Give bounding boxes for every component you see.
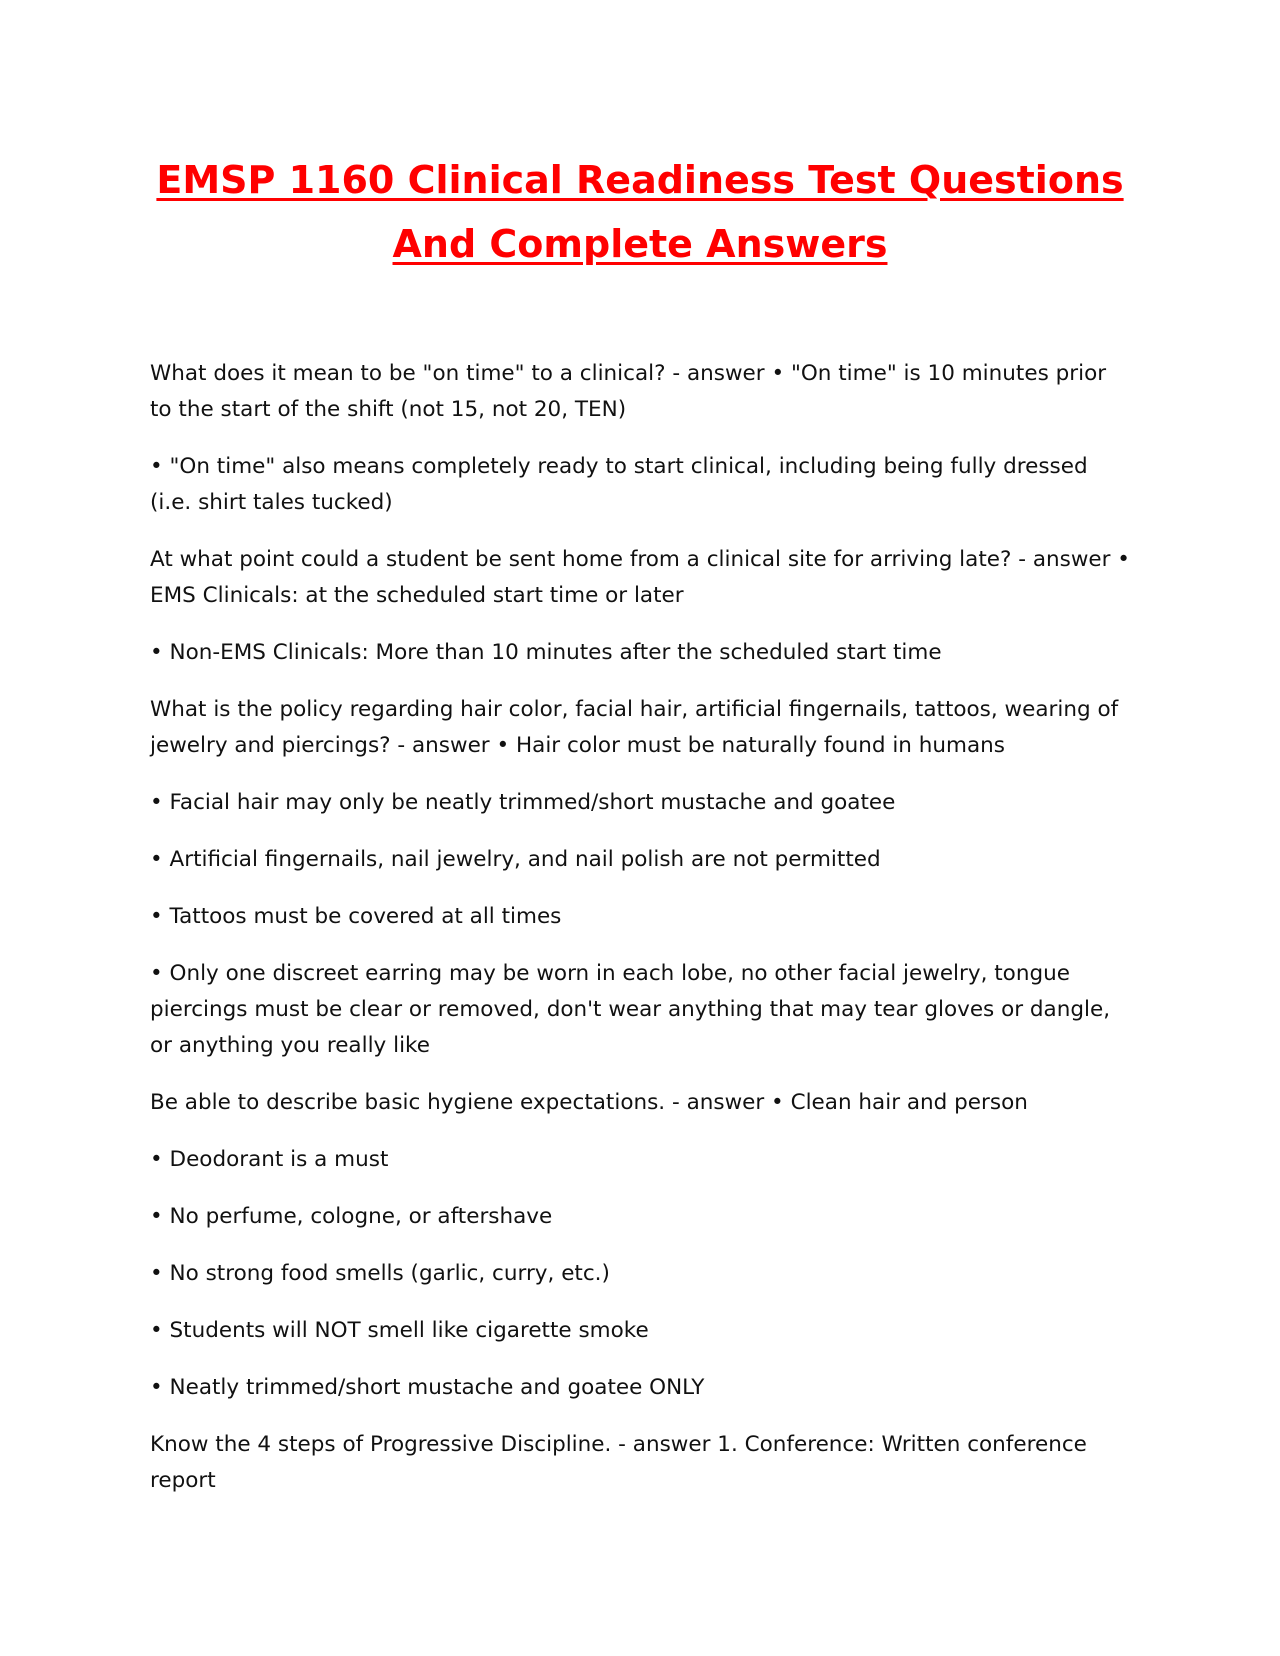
paragraph-bullet-ready: • "On time" also means completely ready to start clinical, including being fully dressed (i.e. shirt tales tucked): [150, 454, 1088, 515]
paragraph-bullet-deodorant: • Deodorant is a must: [150, 1147, 389, 1172]
document-body: [150, 356, 1130, 1520]
paragraph-bullet-fingernails: • Artificial fingernails, nail jewelry, and nail polish are not permitted: [150, 847, 881, 872]
paragraph-bullet-non-ems: • Non-EMS Clinicals: More than 10 minutes after the scheduled start time: [150, 640, 942, 665]
paragraph-question-hygiene: Be able to describe basic hygiene expectations. - answer • Clean hair and person: [150, 1090, 1028, 1115]
paragraph-bullet-perfume: • No perfume, cologne, or aftershave: [150, 1204, 553, 1229]
paragraph-question-policy: What is the policy regarding hair color, facial hair, artificial fingernails, tattoos, wearing of jewelry and piercings? - answer • Hair color must be naturally found in humans: [150, 697, 1119, 758]
document-title: [140, 148, 1140, 276]
title-line-2: And Complete Answers: [392, 222, 888, 266]
paragraph-question-late: At what point could a student be sent home from a clinical site for arriving late? - answer • EMS Clinicals: at the scheduled start time or later: [150, 547, 1130, 608]
paragraph-bullet-earring: • Only one discreet earring may be worn in each lobe, no other facial jewelry, tongue piercings must be clear or removed, don't wear anything that may tear gloves or dangle, or anything you really like: [150, 961, 1111, 1058]
paragraph-question-discipline: Know the 4 steps of Progressive Discipline. - answer 1. Conference: Written conference report: [150, 1432, 1087, 1493]
paragraph-bullet-facial-hair: • Facial hair may only be neatly trimmed/short mustache and goatee: [150, 790, 896, 815]
title-line-1: EMSP 1160 Clinical Readiness Test Questions: [156, 158, 1124, 202]
paragraph-bullet-mustache: • Neatly trimmed/short mustache and goatee ONLY: [150, 1375, 705, 1400]
paragraph-bullet-food-smells: • No strong food smells (garlic, curry, etc.): [150, 1261, 610, 1286]
paragraph-bullet-cigarette: • Students will NOT smell like cigarette smoke: [150, 1318, 649, 1343]
paragraph-question-on-time: What does it mean to be "on time" to a clinical? - answer • "On time" is 10 minutes prior to the start of the shift (not 15, not 20, TEN): [150, 361, 1107, 422]
paragraph-bullet-tattoos: • Tattoos must be covered at all times: [150, 904, 562, 929]
